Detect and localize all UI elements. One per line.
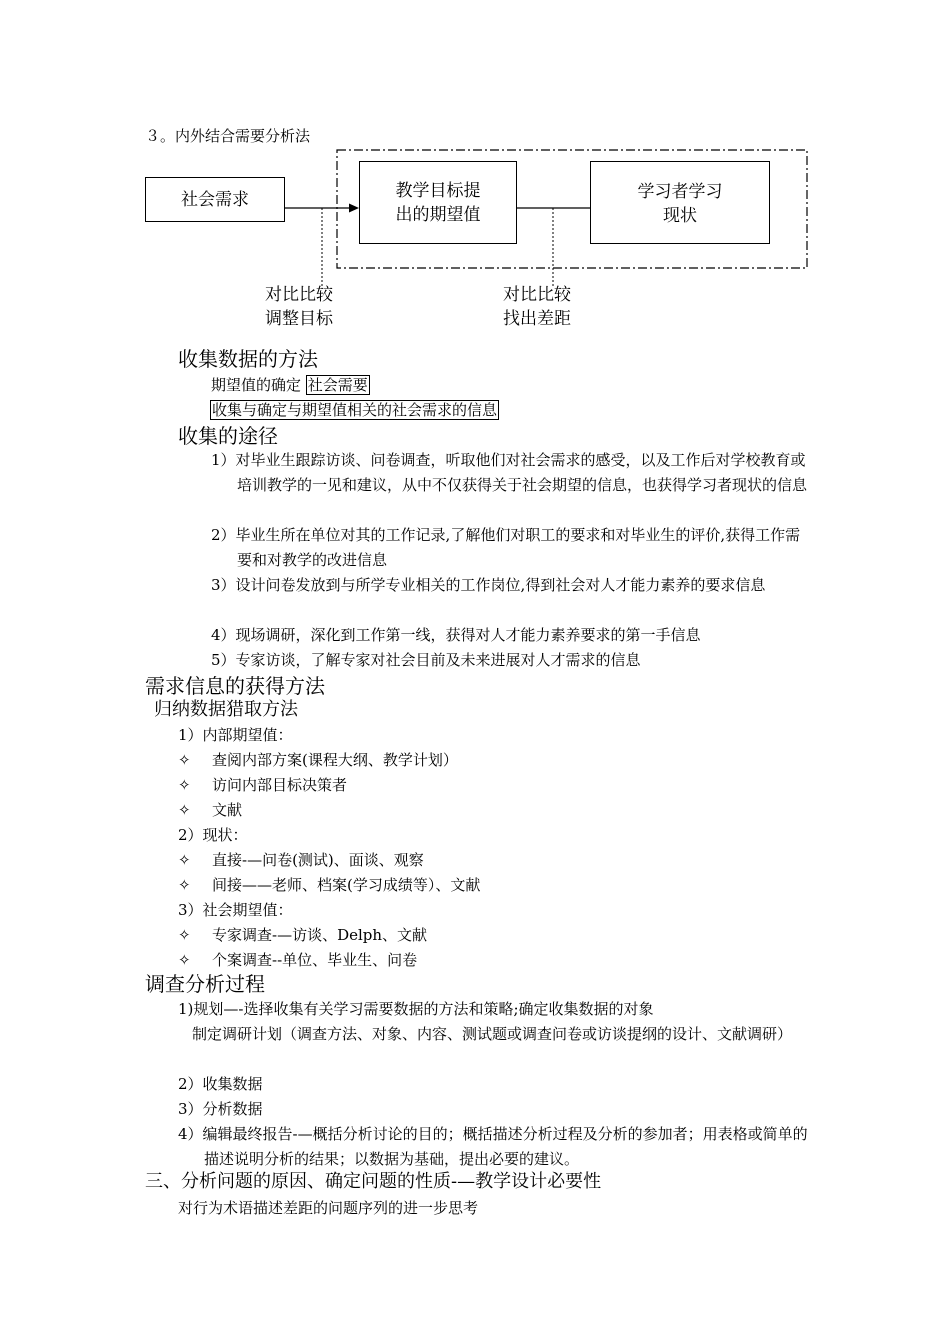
survey-step4-text: 编辑最终报告-—概括分析讨论的目的；概括描述分析过程及分析的参加者；用表格或简单的描述说明分析的结果；以数据为基础，提出必要的建议。 (202, 1125, 808, 1168)
group-label-social: 3）社会期望值： (178, 901, 293, 919)
group-label-internal: 1）内部期望值： (178, 726, 293, 744)
list-item-num: 2） (211, 526, 236, 544)
list-item-text: 毕业生所在单位对其的工作记录,了解他们对职工的要求和对毕业生的评价,获得工作需要和对教学的改进信息 (235, 526, 801, 569)
list-item-num: 5） (211, 651, 236, 669)
bullet-item-text: 直接-—问卷(测试)、面谈、观察 (212, 851, 424, 869)
expectation-label: 期望值的确定 (211, 376, 302, 394)
boxed-collect-confirm: 收集与确定与期望值相关的社会需求的信息 (212, 401, 498, 419)
list-item-num: 3） (211, 576, 236, 594)
bullet-item (178, 773, 347, 798)
diamond-bullet-icon: ✧ (178, 951, 191, 969)
bullet-item-text: 访问内部目标决策者 (212, 776, 348, 794)
note-right (503, 283, 571, 331)
box-learner-line2: 现状 (663, 206, 697, 226)
box-learner-line1: 学习者学习 (637, 182, 723, 202)
group-label-status: 2）现状： (178, 826, 248, 844)
bullet-item (178, 798, 242, 823)
diamond-bullet-icon: ✧ (178, 776, 191, 794)
section-title-needs-info: 需求信息的获得方法 (145, 674, 325, 698)
list-item-num: 1） (211, 451, 236, 469)
box-learner-status (590, 161, 770, 244)
needs-info-subtitle: 归纳数据猎取方法 (154, 699, 298, 720)
survey-step1-detail: 制定调研计划（调查方法、对象、内容、测试题或调查问卷或访谈提纲的设计、文献调研） (192, 1025, 793, 1043)
bullet-item-text: 专家调查-—访谈、Delph、文献 (212, 926, 428, 944)
expectation-line (211, 373, 370, 398)
note-left (265, 283, 333, 331)
section-title-collect-methods: 收集数据的方法 (178, 347, 318, 371)
survey-step1: 1)规划—-选择收集有关学习需要数据的方法和策略;确定收集数据的对象 (178, 1000, 654, 1018)
box-teaching-goal (359, 161, 517, 244)
list-item-text: 对毕业生跟踪访谈、问卷调查，听取他们对社会需求的感受，以及工作后对学校教育或培训教学的一见和建议，从中不仅获得关于社会期望的信息，也获得学习者现状的信息 (235, 451, 808, 494)
survey-step2: 2）收集数据 (178, 1075, 263, 1093)
section-title-survey: 调查分析过程 (145, 972, 265, 996)
note-right-line1: 对比比较 (503, 285, 571, 305)
list-item-text: 专家访谈，了解专家对社会目前及未来进展对人才需求的信息 (235, 651, 641, 669)
bullet-item (178, 748, 458, 773)
box-goal-line1: 教学目标提 (395, 180, 481, 201)
box-social-need (145, 177, 285, 222)
box-social-label: 社会需求 (181, 189, 249, 210)
list-item (211, 648, 641, 673)
bullet-item (178, 948, 417, 973)
list-item-text: 现场调研，深化到工作第一线，获得对人才能力素养要求的第一手信息 (235, 626, 701, 644)
survey-step4 (178, 1122, 808, 1172)
diamond-bullet-icon: ✧ (178, 801, 191, 819)
note-right-line2: 找出差距 (503, 309, 571, 329)
diamond-bullet-icon: ✧ (178, 926, 191, 944)
section-title-causes: 三、分析问题的原因、确定问题的性质-—教学设计必要性 (145, 1171, 602, 1192)
bullet-item (178, 923, 427, 948)
bullet-item-text: 查阅内部方案(课程大纲、教学计划） (212, 751, 458, 769)
diagram-heading: ３。内外结合需要分析法 (145, 127, 311, 145)
bullet-item-text: 个案调查--单位、毕业生、问卷 (212, 951, 418, 969)
list-item (211, 448, 807, 498)
boxed-social-need: 社会需要 (307, 376, 368, 394)
arrow-head (349, 204, 359, 213)
bullet-item (178, 848, 424, 873)
note-left-line1: 对比比较 (265, 285, 333, 305)
list-item (211, 523, 807, 573)
diamond-bullet-icon: ✧ (178, 876, 191, 894)
list-item-text: 设计问卷发放到与所学专业相关的工作岗位,得到社会对人才能力素养的要求信息 (235, 576, 766, 594)
bullet-item (178, 873, 480, 898)
causes-line: 对行为术语描述差距的问题序列的进一步思考 (178, 1199, 479, 1217)
bullet-item-text: 文献 (212, 801, 243, 819)
box-goal-line2: 出的期望值 (395, 204, 481, 225)
list-item (211, 573, 807, 598)
list-item-num: 4） (211, 626, 236, 644)
survey-step3: 3）分析数据 (178, 1100, 263, 1118)
diamond-bullet-icon: ✧ (178, 851, 191, 869)
diamond-bullet-icon: ✧ (178, 751, 191, 769)
note-left-line2: 调整目标 (265, 309, 333, 329)
list-item (211, 623, 701, 648)
collect-confirm-line (210, 398, 499, 423)
section-title-collect-ways: 收集的途径 (178, 424, 278, 448)
survey-step4-num: 4） (178, 1125, 203, 1143)
bullet-item-text: 间接——老师、档案(学习成绩等）、文献 (212, 876, 481, 894)
